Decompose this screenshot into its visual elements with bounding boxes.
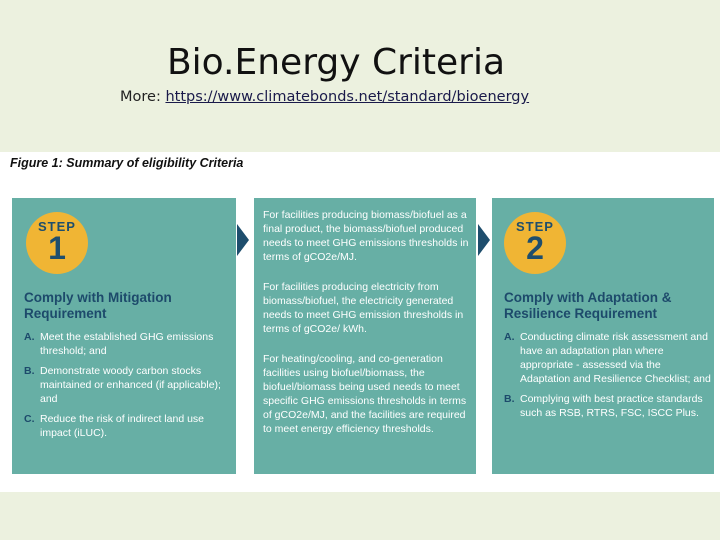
list-item [24, 364, 232, 406]
middle-paragraph-electricity: For facilities producing electricity from biomass/biofuel, the electricity generated needs to meet GHG emission thresholds in terms of gCO2e/ kWh. [263, 281, 464, 335]
item-text: Conducting climate risk assessment and have an adaptation plan where appropriate - assessed via the Adaptation and Resilience Checklist; and [520, 331, 711, 385]
item-text: Demonstrate woody carbon stocks maintained or enhanced (if applicable); and [40, 365, 221, 405]
arrow-right-icon [478, 224, 490, 256]
step2-heading: Comply with Adaptation & Resilience Requirement [504, 290, 672, 321]
list-item [504, 330, 712, 386]
more-label: More: [120, 89, 161, 105]
item-marker: A. [504, 331, 515, 343]
step2-panel [492, 198, 714, 474]
step2-badge [504, 212, 566, 274]
item-text: Complying with best practice standards such as RSB, RTRS, FSC, ISCC Plus. [520, 393, 703, 419]
step1-badge-word: STEP [38, 219, 76, 234]
middle-paragraph-biomass: For facilities producing biomass/biofuel as a final product, the biomass/biofuel produced needs to meet GHG emissions thresholds in terms of gCO2e/MJ. [263, 209, 469, 263]
middle-paragraph-heating: For heating/cooling, and co-generation facilities using biofuel/biomass, the biofuel/biomass being used needs to meet specific GHG emissions thresholds in terms of gCO2e/MJ, and the facilities are required to meet energy efficiency thresholds. [263, 353, 467, 435]
figure-caption: Figure 1: Summary of eligibility Criteria [10, 156, 244, 170]
eligibility-figure [0, 152, 720, 492]
item-marker: B. [24, 365, 35, 377]
item-text: Reduce the risk of indirect land use impact (iLUC). [40, 413, 205, 439]
step2-badge-number: 2 [526, 230, 544, 266]
step2-badge-word: STEP [516, 219, 554, 234]
more-line [120, 89, 529, 105]
page-title: Bio.Energy Criteria [166, 42, 506, 83]
item-marker: B. [504, 393, 515, 405]
list-item [24, 412, 232, 440]
step1-list [24, 330, 232, 446]
step1-badge [26, 212, 88, 274]
step1-heading: Comply with Mitigation Requirement [24, 290, 172, 321]
middle-panel [254, 198, 476, 474]
item-marker: A. [24, 331, 35, 343]
item-marker: C. [24, 413, 35, 425]
step1-badge-number: 1 [48, 230, 66, 266]
step1-panel [12, 198, 236, 474]
arrow-right-icon [237, 224, 249, 256]
step2-list [504, 330, 712, 426]
list-item [24, 330, 232, 358]
list-item [504, 392, 712, 420]
bioenergy-standard-link[interactable]: https://www.climatebonds.net/standard/bioenergy [165, 89, 530, 105]
item-text: Meet the established GHG emissions threshold; and [40, 331, 214, 357]
